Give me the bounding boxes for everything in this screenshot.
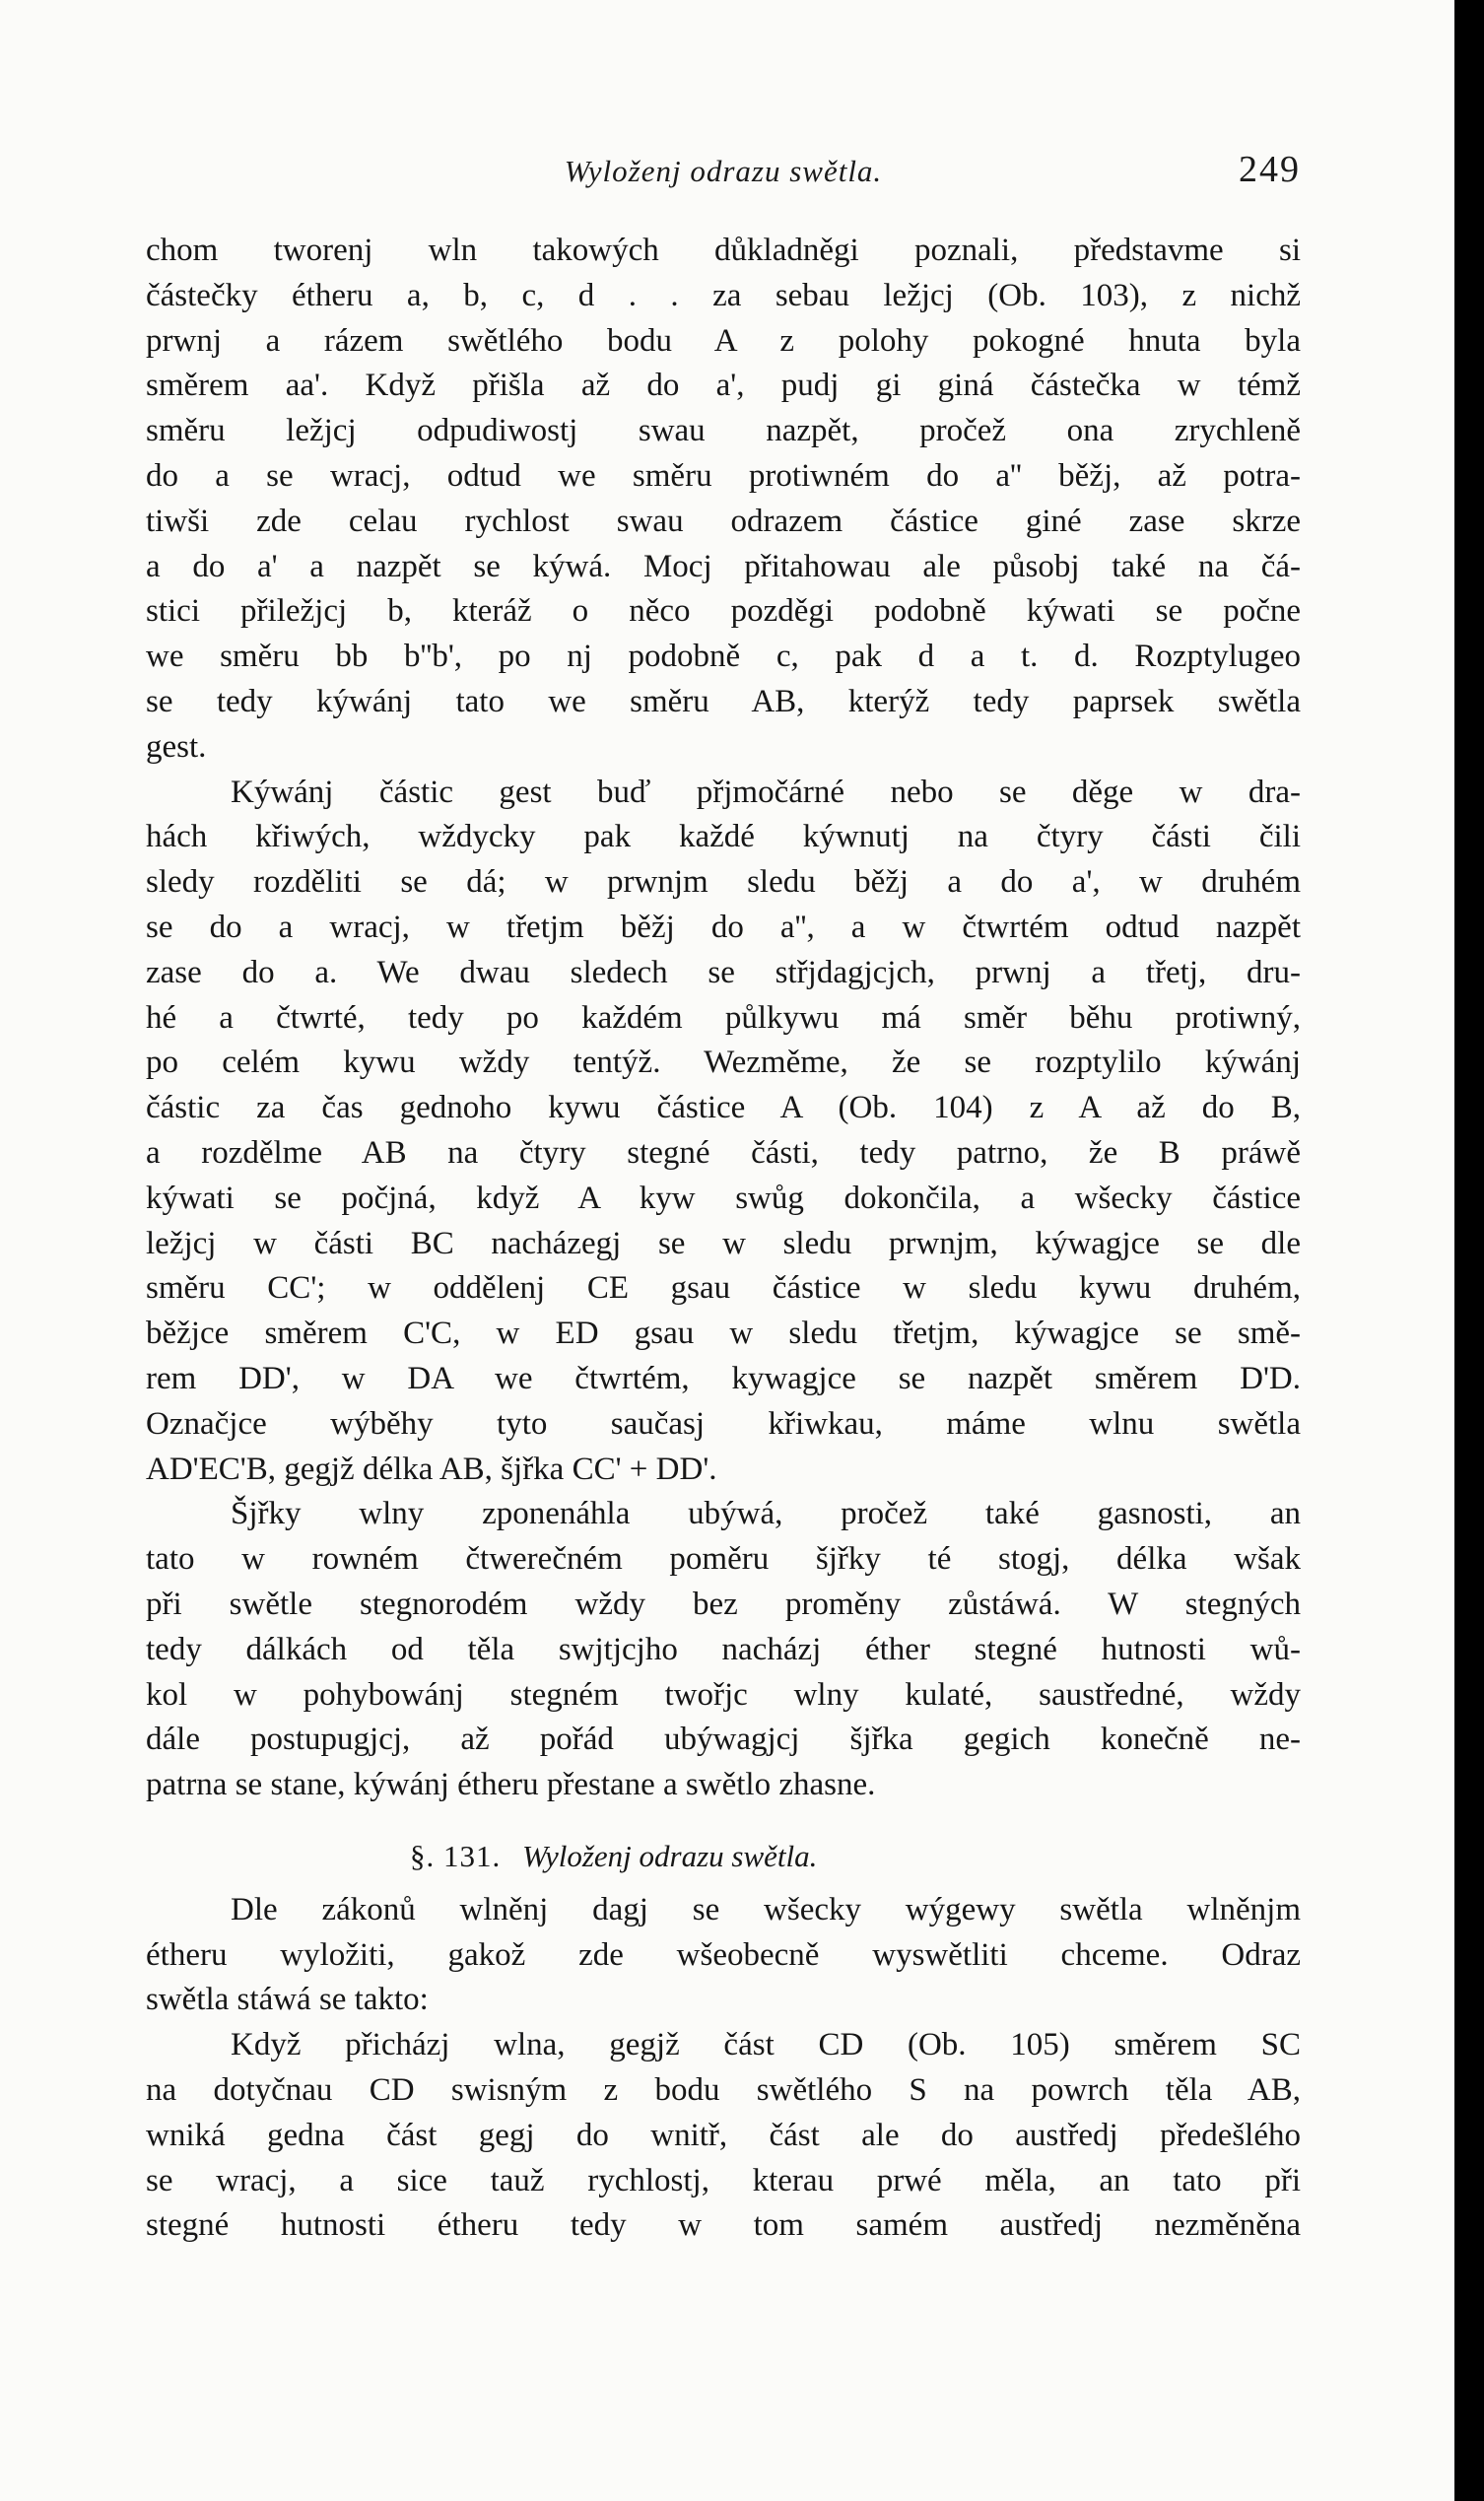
section-title: Wyloženj odrazu swětla. bbox=[522, 1838, 818, 1873]
text-line: běžjce směrem C'C, w ED gsau w sledu třetjm, kýwagjce se smě- bbox=[146, 1316, 1301, 1352]
text-line: chom tworenj wln takowých důkladněgi poznali, představme si bbox=[146, 233, 1301, 268]
text-line: wniká gedna část gegj do wnitř, část ale do austředj předešlého bbox=[146, 2117, 1301, 2153]
text-line: kol w pohybowánj stegném twořjc wlny kulaté, saustředné, wždy bbox=[146, 1676, 1301, 1713]
text-line: a do a' a nazpět se kýwá. Mocj přitahowau ale působj také na čá- bbox=[146, 548, 1301, 584]
text-line: tato w rowném čtwerečném poměru šjřky té stogj, délka wšak bbox=[146, 1541, 1301, 1578]
text-line: Kýwánj částic gest buď přjmočárné nebo se děge w dra- bbox=[231, 774, 1301, 810]
text-line: při swětle stegnorodém wždy bez proměny zůstáwá. W stegných bbox=[146, 1586, 1301, 1622]
text-line: po celém kywu wždy tentýž. Wezměme, že se rozptylilo kýwánj bbox=[146, 1045, 1301, 1081]
text-line: patrna se stane, kýwánj étheru přestane a swětlo zhasne. bbox=[146, 1767, 876, 1803]
text-line: se do a wracj, w třetjm běžj do a'', a w čtwrtém odtud nazpět bbox=[146, 909, 1301, 945]
text-line: se wracj, a sice tauž rychlostj, kterau prwé měla, an tato při bbox=[146, 2162, 1301, 2198]
text-line: tiwši zde celau rychlost swau odrazem částice giné zase skrze bbox=[146, 503, 1301, 539]
text-line: směru ležjcj odpudiwostj swau nazpět, pročež ona zrychleně bbox=[146, 413, 1301, 449]
text-line: Když přicházj wlna, gegjž část CD (Ob. 105) směrem SC bbox=[231, 2027, 1301, 2063]
text-line: směru CC'; w oddělenj CE gsau částice w sledu kywu druhém, bbox=[146, 1270, 1301, 1307]
paragraph bbox=[146, 1888, 1301, 2023]
text-line: hách křiwých, wždycky pak každé kýwnutj na čtyry části čili bbox=[146, 819, 1301, 855]
text-line: částic za čas gednoho kywu částice A (Ob. 104) z A až do B, bbox=[146, 1090, 1301, 1126]
paragraph bbox=[146, 2023, 1301, 2249]
text-line: gest. bbox=[146, 728, 207, 765]
text-line: se tedy kýwánj tato we směru AB, kterýž tedy paprsek swětla bbox=[146, 683, 1301, 719]
text-line: étheru wyložiti, gakož zde wšeobecně wyswětliti chceme. Odraz bbox=[146, 1936, 1301, 1973]
text-line: sledy rozděliti se dá; w prwnjm sledu běžj a do a', w druhém bbox=[146, 864, 1301, 901]
text-line: Označjce wýběhy tyto saučasj křiwkau, máme wlnu swětla bbox=[146, 1405, 1301, 1442]
page-header bbox=[146, 148, 1301, 197]
text-line: hé a čtwrté, tedy po každém půlkywu má směr běhu protiwný, bbox=[146, 999, 1301, 1036]
text-line: prwnj a rázem swětlého bodu A z polohy pokogné hnuta byla bbox=[146, 322, 1301, 359]
text-line: tedy dálkách od těla swjtjcjho nacházj éther stegné hutnosti wů- bbox=[146, 1631, 1301, 1667]
text-line: rem DD', w DA we čtwrtém, kywagjce se nazpět směrem D'D. bbox=[146, 1360, 1301, 1396]
paragraph bbox=[146, 229, 1301, 771]
text-line: stici přiležjcj b, kteráž o něco pozděgi podobně kýwati se počne bbox=[146, 593, 1301, 630]
text-line: ležjcj w části BC nacházegj se w sledu prwnjm, kýwagjce se dle bbox=[146, 1225, 1301, 1261]
text-line: kýwati se počjná, když A kyw swůg dokončila, a wšecky částice bbox=[146, 1180, 1301, 1216]
text-line: Dle zákonů wlněnj dagj se wšecky wýgewy swětla wlněnjm bbox=[231, 1891, 1301, 1927]
text-line: dále postupugjcj, až pořád ubýwagjcj šjřka gegich konečně ne- bbox=[146, 1722, 1301, 1758]
text-line: částečky étheru a, b, c, d . . za sebau ležjcj (Ob. 103), z nichž bbox=[146, 277, 1301, 313]
running-head: Wyloženj odrazu swětla. bbox=[564, 154, 883, 188]
section-number: §. 131. bbox=[410, 1838, 502, 1873]
text-line: na dotyčnau CD swisným z bodu swětlého S na powrch těla AB, bbox=[146, 2072, 1301, 2109]
text-line: a rozdělme AB na čtyry stegné části, tedy patrno, že B práwě bbox=[146, 1134, 1301, 1171]
text-line: AD'EC'B, gegjž délka AB, šjřka CC' + DD'. bbox=[146, 1451, 717, 1487]
text-line: zase do a. We dwau sledech se střjdagjcjch, prwnj a třetj, dru- bbox=[146, 954, 1301, 990]
paragraph bbox=[146, 771, 1301, 1493]
section-heading bbox=[146, 1808, 1301, 1873]
text-line: do a se wracj, odtud we směru protiwném do a'' běžj, až potra- bbox=[146, 457, 1301, 494]
text-line: směrem aa'. Když přišla až do a', pudj gi giná částečka w témž bbox=[146, 368, 1301, 404]
body-text bbox=[146, 229, 1301, 2249]
text-line: stegné hutnosti étheru tedy w tom samém austředj nezměněna bbox=[146, 2207, 1301, 2244]
text-line: we směru bb b''b', po nj podobně c, pak d a t. d. Rozptylugeo bbox=[146, 639, 1301, 675]
text-line: Šjřky wlny zponenáhla ubýwá, pročež také gasnosti, an bbox=[231, 1496, 1301, 1532]
paragraph bbox=[146, 1492, 1301, 1808]
page-number: 249 bbox=[1239, 149, 1301, 190]
text-line: swětla stáwá se takto: bbox=[146, 1982, 429, 2018]
